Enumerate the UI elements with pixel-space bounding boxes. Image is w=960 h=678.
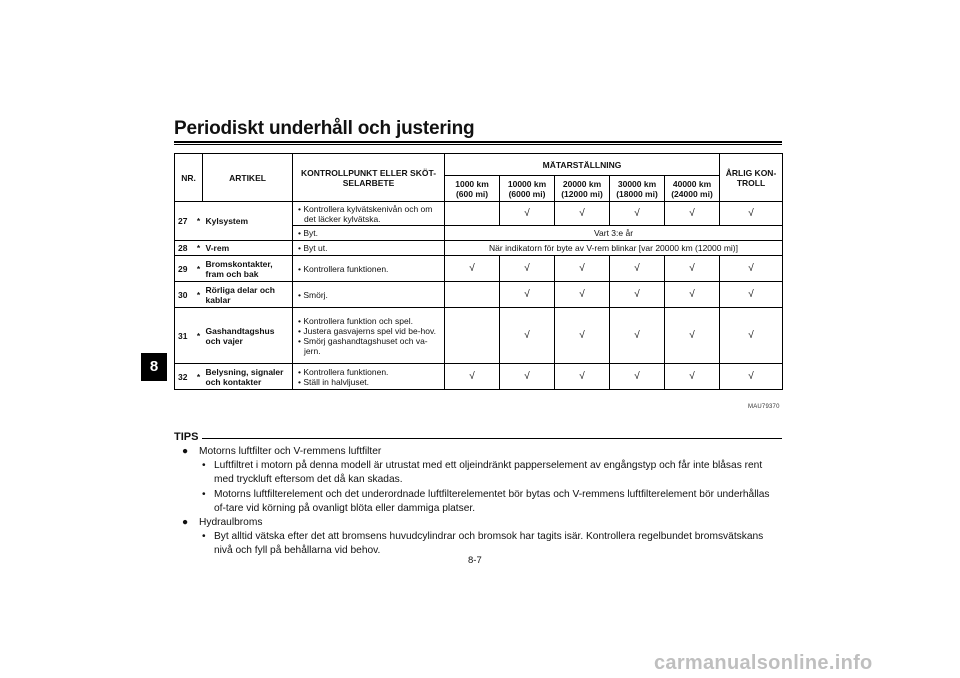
row-check-point: • Smörj.	[293, 282, 445, 308]
table-row	[175, 241, 783, 256]
check-mark: √	[610, 308, 665, 364]
check-mark: √	[665, 282, 720, 308]
page-title: Periodiskt underhåll och justering	[174, 118, 475, 139]
maintenance-table	[174, 153, 783, 390]
table-row	[175, 308, 783, 364]
row-check-point: • Kontrollera funktionen.	[293, 256, 445, 282]
bullet-icon: •	[202, 531, 206, 543]
table-row	[175, 256, 783, 282]
row-item: Rörliga delar och kablar	[203, 282, 293, 308]
title-rule	[174, 141, 782, 143]
row-item: Gashandtagshus och vajer	[203, 308, 293, 364]
table-row	[175, 202, 783, 226]
row-number: 29	[175, 256, 195, 282]
row-check-point: • Kontrollera funktion och spel. • Justera gasvajerns spel vid be-hov. • Smörj gashandtagshuset och va-jern.	[293, 308, 445, 364]
row-number: 28	[175, 241, 195, 256]
check-mark: √	[500, 282, 555, 308]
chapter-tab: 8	[141, 353, 167, 381]
bullet-icon: •	[202, 488, 206, 500]
row-star: *	[195, 202, 203, 241]
check-mark: √	[555, 202, 610, 226]
check-mark: √	[555, 364, 610, 390]
header-km-1: 1000 km (600 mi)	[445, 176, 500, 202]
watermark: carmanualsonline.info	[654, 652, 873, 674]
page-number: 8-7	[468, 555, 482, 566]
check-mark: √	[665, 202, 720, 226]
check-mark: √	[610, 202, 665, 226]
header-matarstallning: MÄTARSTÄLLNING	[445, 154, 720, 176]
table-row	[175, 282, 783, 308]
header-km-3: 20000 km (12000 mi)	[555, 176, 610, 202]
row-star: *	[195, 282, 203, 308]
row-interval-note: När indikatorn för byte av V-rem blinkar [var 20000 km (12000 mi)]	[445, 241, 783, 256]
row-check-point: • Kontrollera funktionen. • Ställ in halvljuset.	[293, 364, 445, 390]
check-mark: √	[610, 282, 665, 308]
row-number: 30	[175, 282, 195, 308]
header-nr: NR.	[175, 154, 203, 202]
check-mark: √	[500, 364, 555, 390]
list-item: • Byt alltid vätska efter det att bromsens huvudcylindrar och bromsok har tagits isär. Kontrollera regelbundet bromsvätskans nivå och fyll på behållarna vid behov.	[202, 531, 764, 557]
header-kontrollpunkt: KONTROLLPUNKT ELLER SKÖT-SELARBETE	[293, 154, 445, 202]
bullet-icon: •	[202, 460, 206, 472]
row-check-point: • Byt.	[293, 226, 445, 241]
check-mark: √	[500, 202, 555, 226]
header-km-2: 10000 km (6000 mi)	[500, 176, 555, 202]
check-mark: √	[720, 308, 783, 364]
row-check-point: • Kontrollera kylvätskenivån och om det läcker kylvätska.	[293, 202, 445, 226]
row-item: Kylsystem	[203, 202, 293, 241]
header-artikel: ARTIKEL	[203, 154, 293, 202]
list-item: ● Hydraulbroms	[180, 516, 782, 530]
bullet-icon: ●	[182, 446, 189, 457]
check-mark: √	[445, 256, 500, 282]
check-mark: √	[665, 308, 720, 364]
check-mark: √	[720, 202, 783, 226]
row-check-point: • Byt ut.	[293, 241, 445, 256]
row-star: *	[195, 241, 203, 256]
row-star: *	[195, 256, 203, 282]
row-star: *	[195, 364, 203, 390]
header-arlig-kontroll: ÅRLIG KON-TROLL	[720, 154, 783, 202]
check-mark: √	[500, 256, 555, 282]
check-mark: √	[665, 364, 720, 390]
row-item: Bromskontakter, fram och bak	[203, 256, 293, 282]
title-rule-thin	[174, 144, 782, 145]
row-interval-note: Vart 3:e år	[445, 226, 783, 241]
bullet-icon: ●	[182, 517, 189, 529]
check-mark: √	[665, 256, 720, 282]
tips-section	[180, 445, 782, 559]
row-number: 32	[175, 364, 195, 390]
document-code: MAU79370	[748, 404, 780, 410]
row-number: 31	[175, 308, 195, 364]
list-item: • Luftfiltret i motorn på denna modell är utrustat med ett oljeindränkt papperselement av engångstyp och får inte blåsas rent med tryckluft eftersom det då kan skadas.	[202, 460, 763, 486]
row-item: V-rem	[203, 241, 293, 256]
list-item: • Motorns luftfilterelement och det underordnade luftfilterelementet bör bytas och V-remmens luftfilterelement bör underhållas of-tare vid körning på ovanligt blöta eller dammiga platser.	[202, 488, 770, 514]
check-mark: √	[720, 364, 783, 390]
check-mark: √	[445, 364, 500, 390]
check-mark: √	[720, 282, 783, 308]
check-mark: √	[500, 308, 555, 364]
check-mark: √	[610, 364, 665, 390]
check-mark: √	[555, 256, 610, 282]
check-mark: √	[720, 256, 783, 282]
check-mark	[445, 202, 500, 226]
list-item: ● Motorns luftfilter och V-remmens luftfilter	[180, 445, 782, 459]
row-item: Belysning, signaler och kontakter	[203, 364, 293, 390]
check-mark	[445, 308, 500, 364]
check-mark: √	[555, 308, 610, 364]
header-km-5: 40000 km (24000 mi)	[665, 176, 720, 202]
row-number: 27	[175, 202, 195, 241]
table-row	[175, 364, 783, 390]
row-star: *	[195, 308, 203, 364]
check-mark: √	[555, 282, 610, 308]
check-mark	[445, 282, 500, 308]
check-mark: √	[610, 256, 665, 282]
header-km-4: 30000 km (18000 mi)	[610, 176, 665, 202]
tips-rule	[202, 438, 782, 439]
tips-label: TIPS	[174, 431, 199, 443]
